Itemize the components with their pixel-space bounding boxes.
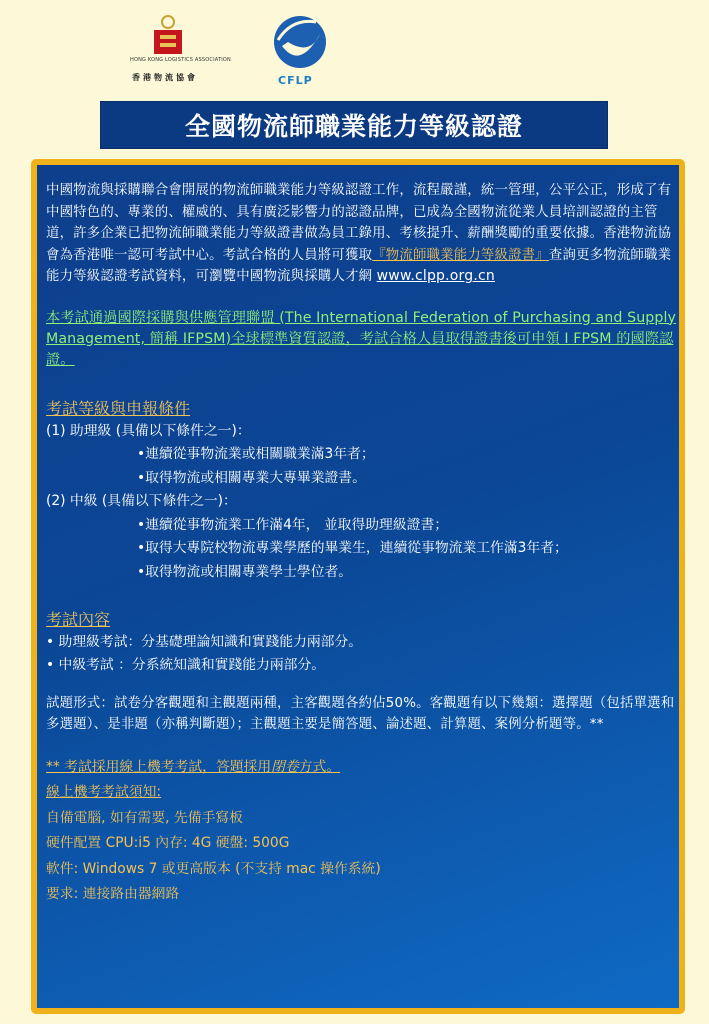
- info-panel: [31, 159, 685, 1014]
- page-title: 全國物流師職業能力等級認證: [101, 102, 607, 148]
- content-heading: 考試內容: [46, 609, 111, 629]
- levels-heading: 考試等級與申報條件: [46, 398, 191, 418]
- level-condition: •取得物流或相關專業學士學位者。: [137, 564, 353, 581]
- level-condition: •連續從事物流業或相關職業滿3年者；: [137, 446, 375, 463]
- intro-text-before: 中國物流與採購聯合會開展的物流師職業能力等級認證工作，流程嚴謹，統一管理，公平公正，形成了有中國特色的、專業的、權威的、具有廣泛影響力的認證品牌，已成為全國物流從業人員培訓認證的主管道，許多企業已把物流師職業能力等級證書做為員工錄用、考核提升、薪酬獎勵的重要依據。香港物流協會為香港唯一認可考試中心。考試合格的人員將可獲取: [46, 183, 672, 263]
- intro-text-after: 查詢更多物流師職業能力等級認證考試資料，可瀏覽中國物流與採購人才網: [46, 247, 672, 284]
- content-item: • 助理級考試：分基礎理論知識和實踐能力兩部分。: [46, 633, 363, 650]
- level-condition: •取得大專院校物流專業學歷的畢業生，連續從事物流業工作滿3年者；: [137, 540, 568, 557]
- online-note-em: 閉卷: [271, 758, 299, 775]
- online-note-prefix: ** 考試採用線上機考考試，答題採用: [46, 758, 272, 775]
- level-condition: •連續從事物流業工作滿4年， 並取得助理級證書；: [137, 516, 449, 533]
- exam-format-paragraph: 試題形式：試卷分客觀題和主觀題兩種，主客觀題各約佔50%。客觀題有以下幾類：選擇題（包括單選和多選題）、是非題（亦稱判斷題）；主觀題主要是簡答題、論述題、計算題、案例分析題等。**: [46, 695, 675, 733]
- online-exam-heading: 線上機考考試須知:: [46, 784, 162, 801]
- online-exam-note: [46, 755, 678, 781]
- online-requirement: 自備電腦, 如有需要, 先備手寫板: [46, 809, 243, 826]
- level-intermediate-label: (2) 中級 (具備以下條件之一)：: [46, 493, 237, 510]
- certificate-name: 『物流師職業能力等級證書』: [372, 247, 549, 263]
- cflp-logo: [270, 12, 330, 92]
- hkla-logo: [130, 10, 230, 90]
- online-note-suffix: 方式。: [298, 758, 341, 775]
- intro-paragraph: [46, 180, 678, 288]
- cflp-wordmark: CFLP: [278, 74, 313, 87]
- clpp-website-link[interactable]: www.clpp.org.cn: [376, 268, 495, 284]
- online-requirement: 軟件: Windows 7 或更高版本 (不支持 mac 操作系統): [46, 860, 381, 877]
- hkla-emblem-icon: [150, 14, 186, 56]
- cflp-globe-icon: [270, 12, 330, 72]
- level-condition: •取得物流或相關專業大專畢業證書。: [137, 469, 366, 486]
- logo-row: [130, 10, 370, 92]
- content-item: • 中級考試 ：分系統知識和實踐能力兩部分。: [46, 657, 326, 674]
- ifpsm-notice: 本考試通過國際採購與供應管理聯盟 (The International Federation of Purchasing and Supply Management, 簡稱 IFPSM)全球標準資質認證，考試合格人員取得證書後可申領 I FPSM 的國際認證。: [46, 309, 677, 368]
- level-assistant-label: (1) 助理級 (具備以下條件之一)：: [46, 422, 251, 439]
- online-exam-section: [46, 755, 678, 908]
- hkla-english-name: HONG KONG LOGISTICS ASSOCIATION: [130, 57, 231, 63]
- online-requirement: 硬件配置 CPU:i5 內存: 4G 硬盤: 500G: [46, 835, 290, 852]
- panel-content: [46, 180, 678, 908]
- online-requirement: 要求: 連接路由器網路: [46, 886, 180, 903]
- hkla-chinese-name: 香港物流協會: [132, 73, 198, 82]
